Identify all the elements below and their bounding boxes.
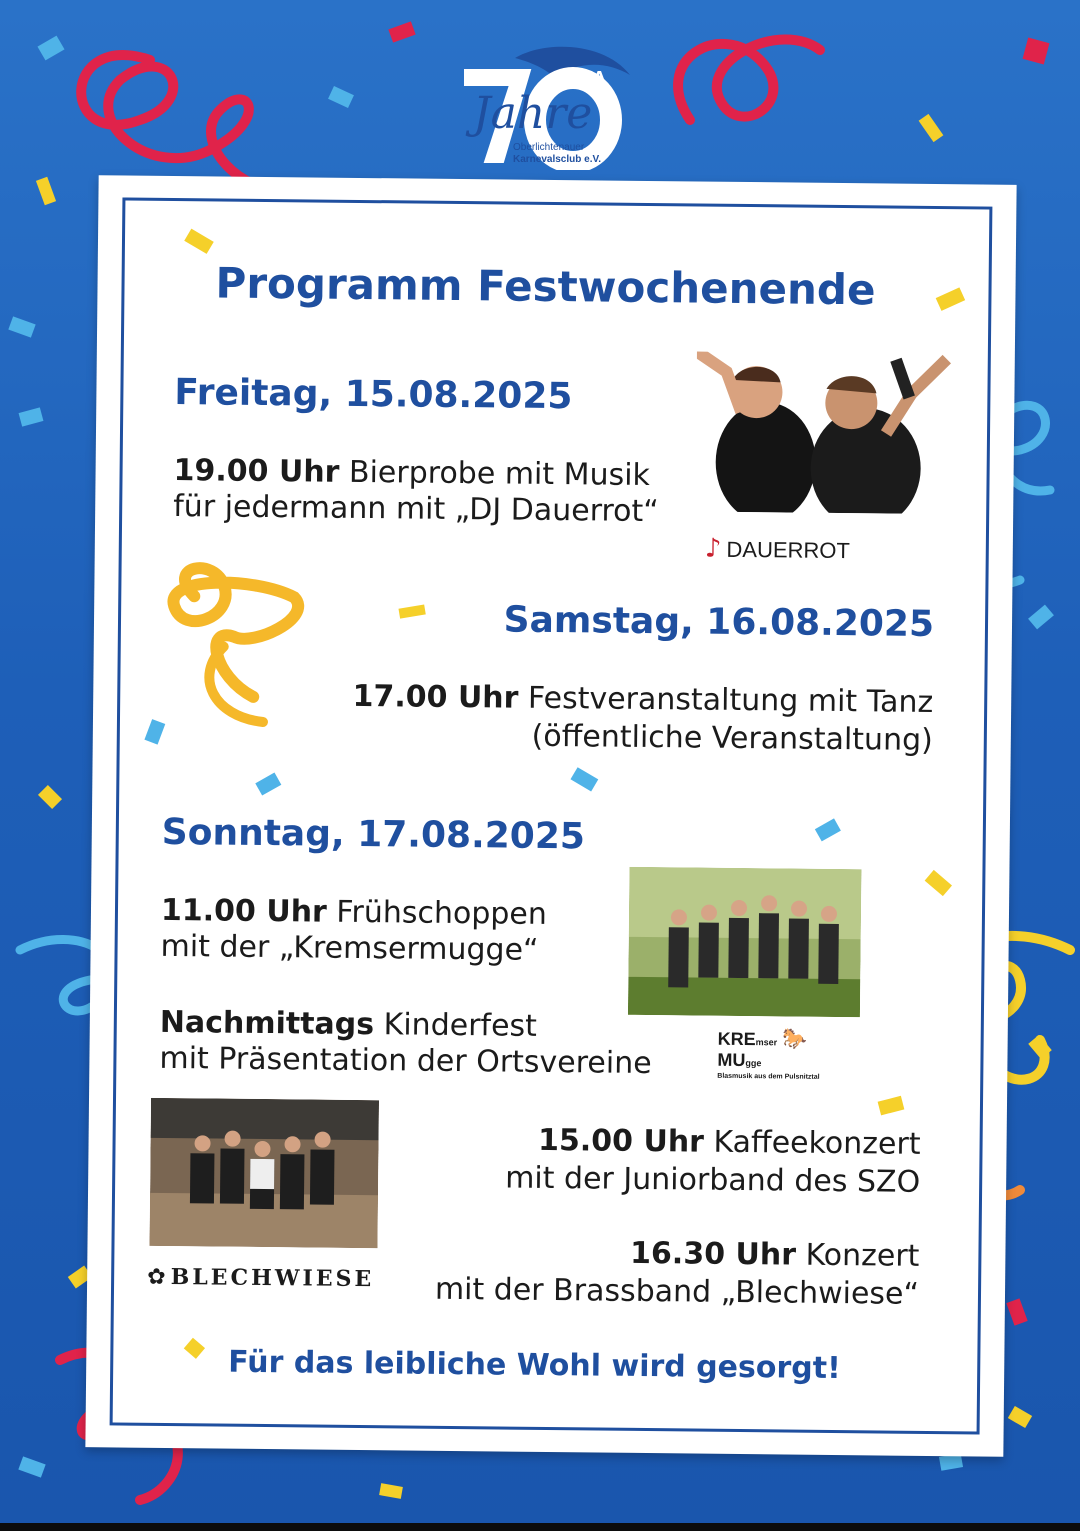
sunday-item4-desc1: Konzert bbox=[805, 1237, 920, 1274]
kremser-logo-c: MU bbox=[717, 1049, 746, 1071]
logo-line2: Karnevalsclub e.V. bbox=[513, 154, 602, 165]
saturday-line2: (öffentliche Veranstaltung) bbox=[531, 718, 933, 758]
sunday-item3-line1 bbox=[538, 1124, 921, 1162]
saturday-time: 17.00 Uhr bbox=[352, 678, 519, 716]
program-card bbox=[85, 175, 1016, 1457]
sunday-item4-time: 16.30 Uhr bbox=[629, 1235, 797, 1273]
kremser-logo-d: gge bbox=[745, 1058, 762, 1069]
kremser-logo-a: KRE bbox=[717, 1028, 756, 1050]
blechwiese-logo-text: BLECHWIESE bbox=[170, 1264, 375, 1293]
friday-desc1: Bierprobe mit Musik bbox=[348, 454, 651, 494]
friday-line1 bbox=[173, 454, 650, 493]
logo-line1: Oberlichtenauer bbox=[513, 142, 585, 153]
dauerrot-logo-text: DAUERROT bbox=[726, 536, 851, 564]
sunday-item1-line2: mit der „Kremsermugge“ bbox=[160, 928, 539, 968]
sunday-item3-line2: mit der Juniorband des SZO bbox=[504, 1160, 921, 1200]
sunday-item2-desc1: Kinderfest bbox=[383, 1007, 538, 1044]
sunday-item2-line1 bbox=[160, 1006, 537, 1044]
sunday-item1-line1 bbox=[161, 894, 547, 932]
footer-note: Für das leibliche Wohl wird gesorgt! bbox=[228, 1344, 841, 1387]
sunday-item3-time: 15.00 Uhr bbox=[537, 1122, 705, 1160]
dj-photo-image bbox=[695, 352, 957, 515]
saturday-desc1: Festveranstaltung mit Tanz bbox=[527, 680, 934, 720]
sunday-item2-time: Nachmittags bbox=[159, 1004, 375, 1043]
saturday-line1 bbox=[352, 680, 933, 720]
juniorband-photo bbox=[149, 1098, 379, 1248]
page-title: Programm Festwochenende bbox=[215, 258, 876, 315]
bottom-bar bbox=[0, 1523, 1080, 1531]
friday-line2: für jedermann mit „DJ Dauerrot“ bbox=[173, 489, 660, 530]
kremsermugge-logo: KREmser 🐎 MUgge Blasmusik aus dem Pulsnitztal bbox=[717, 1028, 820, 1081]
logo-brand: OLIKA bbox=[550, 68, 607, 86]
dj-photo bbox=[695, 352, 957, 515]
saturday-heading: Samstag, 16.08.2025 bbox=[503, 599, 935, 645]
kremsermugge-photo-image bbox=[628, 867, 862, 1017]
friday-heading: Freitag, 15.08.2025 bbox=[174, 372, 573, 418]
logo-word: Jahre bbox=[473, 88, 593, 139]
friday-time: 19.00 Uhr bbox=[173, 453, 340, 490]
kremser-tagline: Blasmusik aus dem Pulsnitztal bbox=[717, 1072, 820, 1081]
sunday-item1-time: 11.00 Uhr bbox=[160, 892, 328, 930]
sunday-item1-desc1: Frühschoppen bbox=[336, 894, 548, 932]
kremser-logo-b: mser bbox=[755, 1037, 778, 1048]
sunday-item4-line2: mit der Brassband „Blechwiese“ bbox=[434, 1271, 920, 1312]
sunday-item2-line2: mit Präsentation der Ortsvereine bbox=[159, 1040, 652, 1082]
sunday-item3-desc1: Kaffeekonzert bbox=[713, 1124, 921, 1162]
juniorband-photo-image bbox=[149, 1098, 379, 1248]
blechwiese-logo: ✿ BLECHWIESE bbox=[147, 1264, 375, 1293]
sunday-heading: Sonntag, 17.08.2025 bbox=[161, 811, 586, 858]
sunday-item4-line1 bbox=[630, 1237, 920, 1274]
dauerrot-logo: ♪ DAUERROT bbox=[704, 533, 851, 564]
club-logo bbox=[455, 40, 645, 170]
kremsermugge-photo bbox=[628, 867, 862, 1017]
